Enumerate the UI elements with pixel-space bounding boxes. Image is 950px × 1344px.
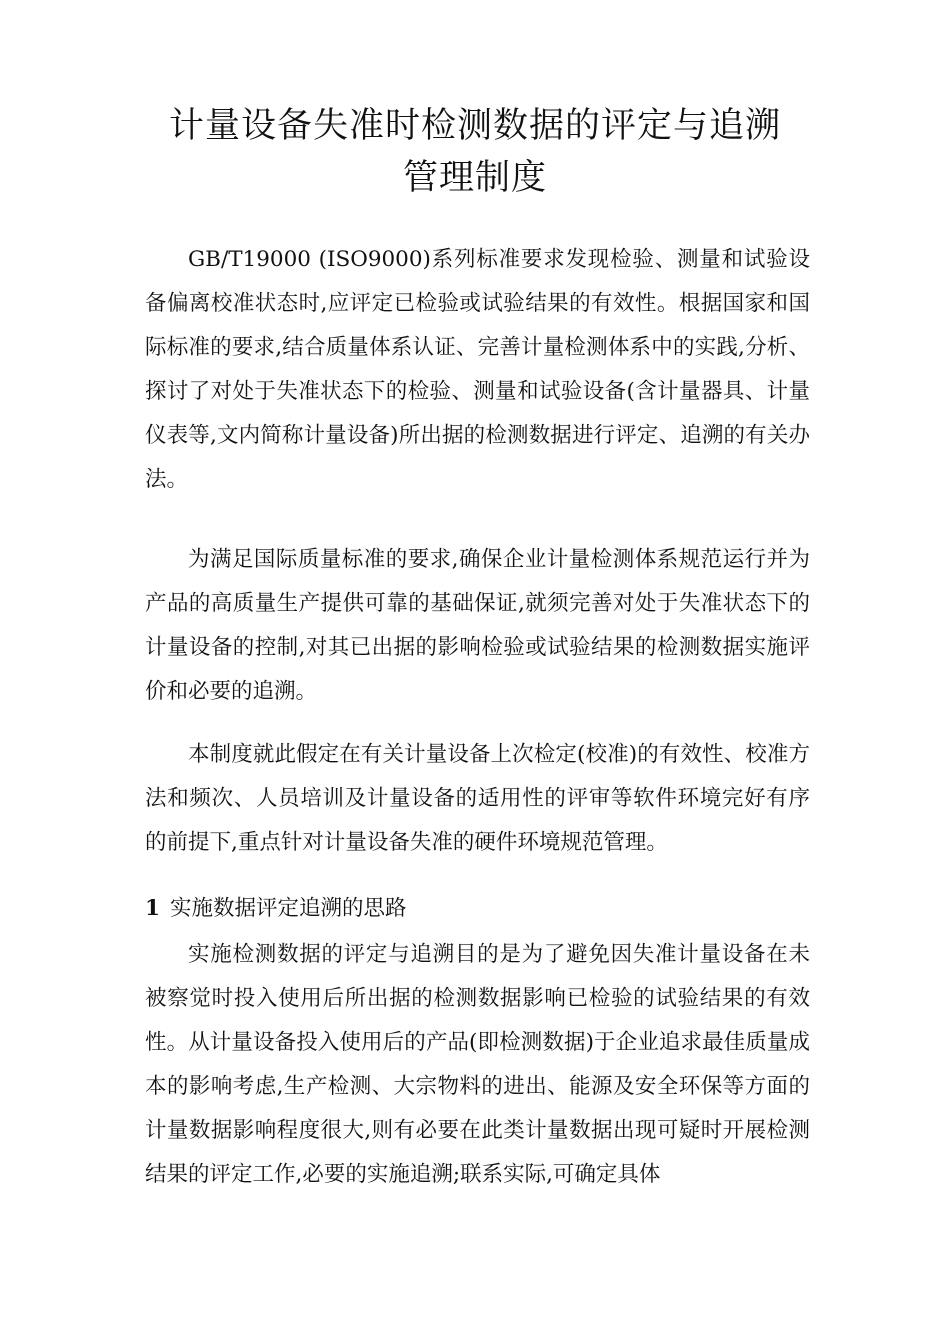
paragraph-3-block	[145, 733, 810, 865]
paragraph-2: 为满足国际质量标准的要求,确保企业计量检测体系规范运行并为产品的高质量生产提供可靠的基础保证,就须完善对处于失准状态下的计量设备的控制,对其已出据的影响检验或试验结果的检测数据实施评价和必要的追溯。	[145, 547, 810, 704]
paragraph-2-block	[145, 538, 810, 714]
section-1-heading	[145, 887, 406, 931]
section-1-title: 实施数据评定追溯的思路	[169, 896, 407, 921]
section-1-number: 1	[145, 896, 160, 921]
paragraph-1-block	[145, 238, 810, 502]
section-1-paragraph: 实施检测数据的评定与追溯目的是为了避免因失准计量设备在未被察觉时投入使用后所出据的检测数据影响已检验的试验结果的有效性。从计量设备投入使用后的产品(即检测数据)于企业追求最佳质量成本的影响考虑,生产检测、大宗物料的进出、能源及安全环保等方面的计量数据影响程度很大,则有必要在此类计量数据出现可疑时开展检测结果的评定工作,必要的实施追溯;联系实际,可确定具体	[145, 942, 810, 1187]
paragraph-1: GB/T19000 (ISO9000)系列标准要求发现检验、测量和试验设备偏离校准状态时,应评定已检验或试验结果的有效性。根据国家和国际标准的要求,结合质量体系认证、完善计量检测体系中的实践,分析、探讨了对处于失准状态下的检验、测量和试验设备(含计量器具、计量仪表等,文内简称计量设备)所出据的检测数据进行评定、追溯的有关办法。	[145, 247, 810, 492]
document-title-line-2: 管理制度	[402, 158, 547, 198]
document-title-line-1: 计量设备失准时检测数据的评定与追溯	[168, 106, 781, 146]
paragraph-3: 本制度就此假定在有关计量设备上次检定(校准)的有效性、校准方法和频次、人员培训及计量设备的适用性的评审等软件环境完好有序的前提下,重点针对计量设备失准的硬件环境规范管理。	[145, 742, 810, 855]
section-1-paragraph-block	[145, 933, 810, 1197]
